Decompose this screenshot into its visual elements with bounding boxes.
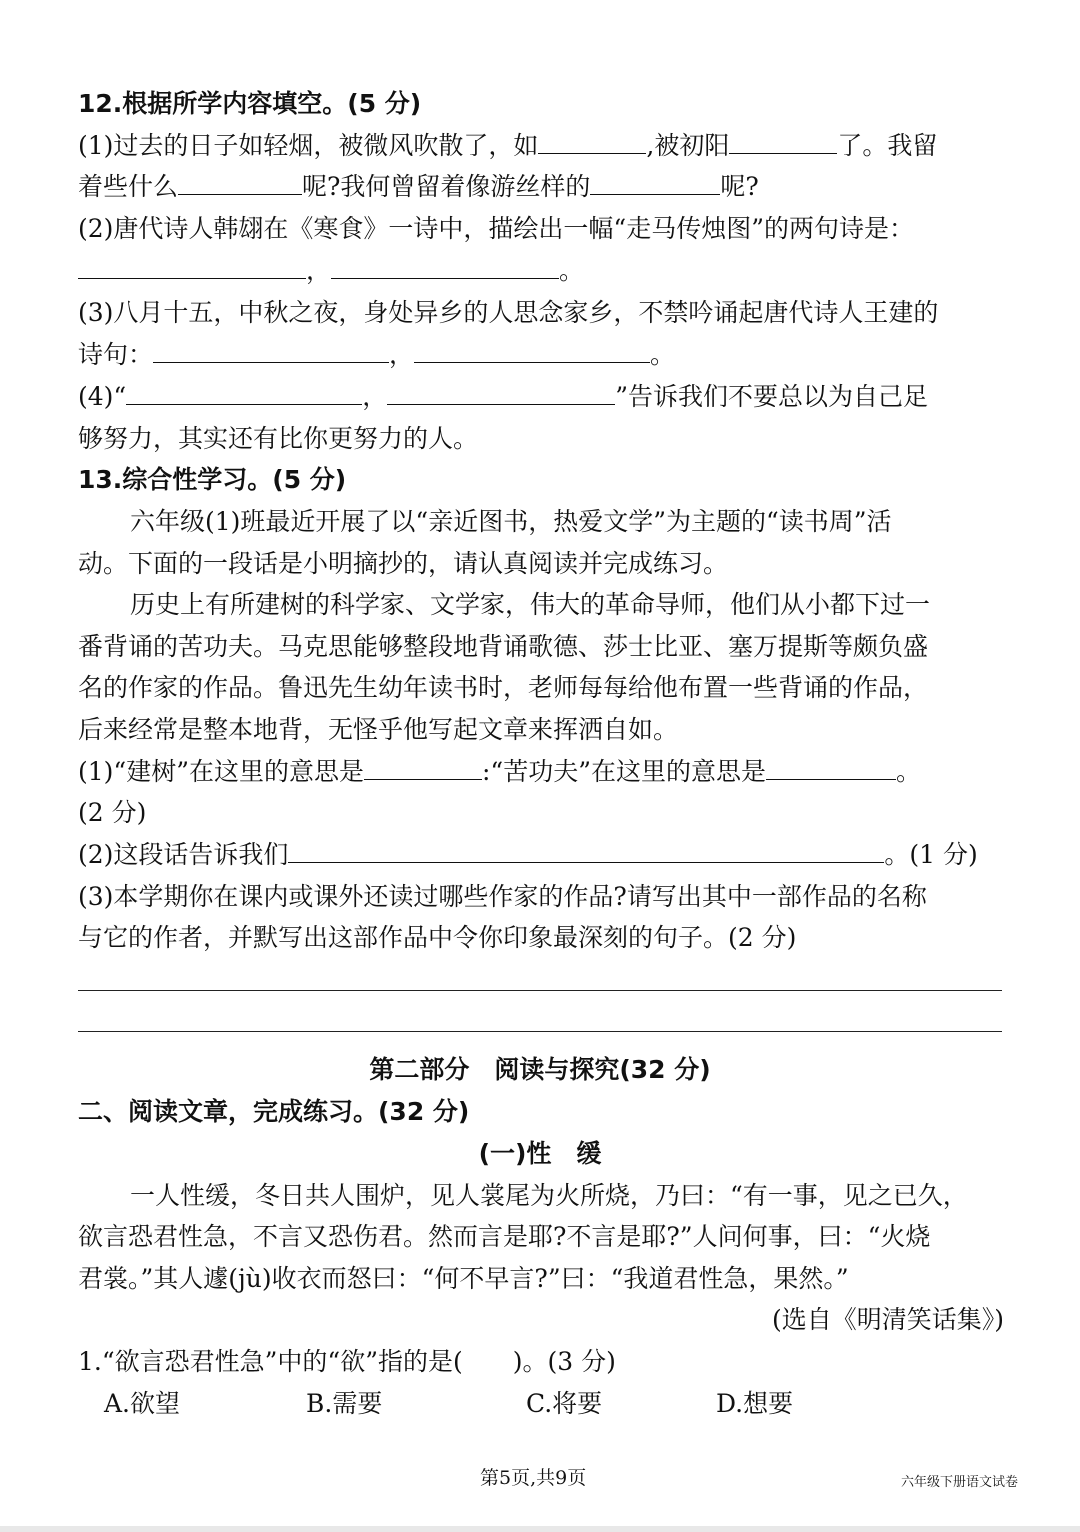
story-line-1: 一人性缓，冬日共人围炉，见人裳尾为火所烧，乃曰：“有一事，见之已久， <box>130 1181 968 1210</box>
story-line-3: 君裳。”其人遽(jù)收衣而怒曰：“何不早言?”曰：“我道君性急，果然。” <box>78 1264 849 1293</box>
comma: ， <box>389 340 415 369</box>
q12-line-2 <box>78 169 1004 205</box>
q13-paragraph-1-cont: 动。下面的一段话是小明摘抄的，请认真阅读并完成练习。 <box>78 549 729 578</box>
fill-blank[interactable] <box>414 340 650 363</box>
fill-blank[interactable] <box>387 382 615 405</box>
q13-text: :“苦功夫”在这里的意思是 <box>481 757 766 786</box>
story-line-2: 欲言恐君性急，不言又恐伤君。然而言是耶?不言是耶?”人问何事，曰：“火烧 <box>78 1222 931 1251</box>
fill-blank[interactable] <box>178 172 302 195</box>
period: 。 <box>650 340 676 369</box>
period: 。 <box>895 757 921 786</box>
question-1: 1.“欲言恐君性急”中的“欲”指的是( )。(3 分) <box>78 1347 616 1376</box>
q12-text: 了。我留 <box>837 131 938 160</box>
fill-blank[interactable] <box>153 340 389 363</box>
q13-sub-1 <box>78 754 1004 790</box>
fill-blank[interactable] <box>331 256 559 279</box>
q12-line-4 <box>78 253 1004 289</box>
period: 。 <box>559 256 585 285</box>
q13-sub-3-cont: 与它的作者，并默写出这部作品中令你印象最深刻的句子。(2 分) <box>78 923 797 952</box>
q12-line-1 <box>78 128 1004 164</box>
story-title: (一)性 缓 <box>478 1139 602 1168</box>
comma: ， <box>306 256 332 285</box>
exam-name: 六年级下册语文试卷 <box>900 1475 1018 1490</box>
page-number: 第5页,共9页 <box>480 1467 587 1489</box>
fill-blank[interactable] <box>538 131 646 154</box>
quote-line-3: 名的作家的作品。鲁迅先生幼年读书时，老师每每给他布置一些背诵的作品， <box>78 673 929 702</box>
fill-blank[interactable] <box>364 757 482 780</box>
option-d[interactable]: D.想要 <box>716 1389 794 1418</box>
q13-sub-2 <box>78 837 1004 873</box>
q13-sub-1-score: (2 分) <box>78 798 147 827</box>
q12-line-7 <box>78 379 1004 415</box>
reading-instruction: 二、阅读文章，完成练习。(32 分) <box>78 1097 470 1126</box>
section-heading: 第二部分 阅读与探究(32 分) <box>369 1055 711 1084</box>
page-bottom-edge <box>0 1526 1080 1532</box>
q13-sub-3: (3)本学期你在课内或课外还读过哪些作家的作品?请写出其中一部作品的名称 <box>78 882 927 911</box>
q12-title: 12.根据所学内容填空。(5 分) <box>78 89 422 118</box>
q12-text: ”告诉我们不要总以为自己足 <box>615 382 929 411</box>
q12-text: ,被初阳 <box>646 131 730 160</box>
q12-text: (1)过去的日子如轻烟，被微风吹散了，如 <box>78 131 539 160</box>
q13-title: 13.综合性学习。(5 分) <box>78 465 347 494</box>
q13-text: (1)“建树”在这里的意思是 <box>78 757 364 786</box>
quote-line-1: 历史上有所建树的科学家、文学家，伟大的革命导师，他们从小都下过一 <box>130 590 931 619</box>
option-a[interactable]: A.欲望 <box>104 1389 181 1418</box>
option-c[interactable]: C.将要 <box>526 1389 603 1418</box>
q12-line-8: 够努力，其实还有比你更努力的人。 <box>78 424 479 453</box>
q12-line-5: (3)八月十五，中秋之夜，身处异乡的人思念家乡，不禁吟诵起唐代诗人王建的 <box>78 298 939 327</box>
story-source: (选自《明清笑话集》) <box>771 1305 1004 1334</box>
q12-text: 着些什么 <box>78 172 179 201</box>
answer-line[interactable] <box>78 1031 1002 1032</box>
q13-paragraph-1: 六年级(1)班最近开展了以“亲近图书，热爱文学”为主题的“读书周”活 <box>130 507 892 536</box>
q12-text: (4)“ <box>78 382 127 411</box>
quote-line-2: 番背诵的苦功夫。马克思能够整段地背诵歌德、莎士比亚、塞万提斯等颇负盛 <box>78 632 929 661</box>
q12-line-3: (2)唐代诗人韩翃在《寒食》一诗中，描绘出一幅“走马传烛图”的两句诗是： <box>78 214 914 243</box>
quote-line-4: 后来经常是整本地背，无怪乎他写起文章来挥洒自如。 <box>78 715 679 744</box>
comma: ， <box>362 382 388 411</box>
q12-text: 呢?我何曾留着像游丝样的 <box>302 172 591 201</box>
fill-blank[interactable] <box>729 131 837 154</box>
fill-blank[interactable] <box>590 172 720 195</box>
q13-text: 。(1 分) <box>884 840 978 869</box>
q12-text: 呢? <box>720 172 759 201</box>
fill-blank[interactable] <box>766 757 896 780</box>
answer-line[interactable] <box>78 990 1002 991</box>
q12-text: 诗句： <box>78 340 154 369</box>
option-b[interactable]: B.需要 <box>306 1389 383 1418</box>
fill-blank[interactable] <box>288 840 884 863</box>
fill-blank[interactable] <box>78 256 306 279</box>
q12-line-6 <box>78 337 1004 373</box>
fill-blank[interactable] <box>126 382 362 405</box>
q13-text: (2)这段话告诉我们 <box>78 840 289 869</box>
